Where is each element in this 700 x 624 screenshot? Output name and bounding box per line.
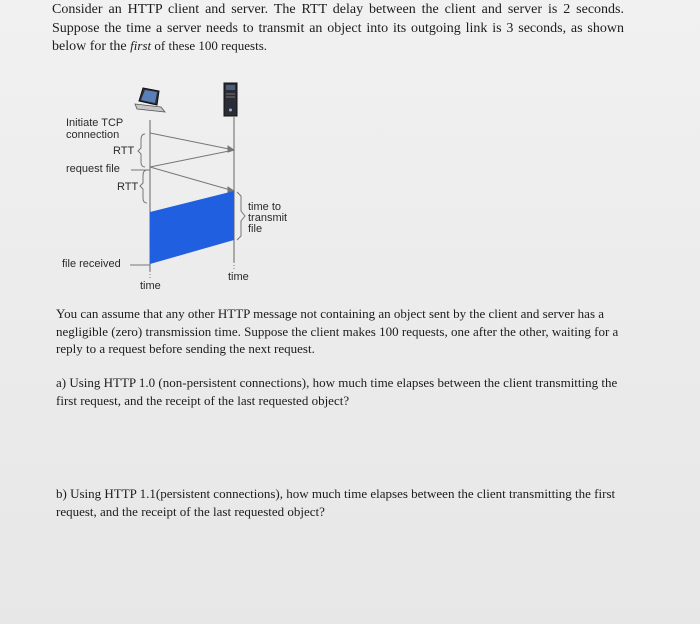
server-tower-icon [224,83,237,116]
request-file-label: request file [66,163,120,175]
tcp-handshake-arrows [150,133,234,193]
rtt-label-1: RTT [113,145,135,157]
connection-label: connection [66,129,120,141]
server-time-label: time [228,271,249,283]
rtt-brace-2 [140,170,147,203]
intro-end: of these 100 requests. [151,38,268,53]
intro-text: Consider an HTTP client and server. The RTT delay between the client and server is 2 seconds. Suppose the time a server needs to transmit an object into its outgoing link is 3 seconds, as shown below for the [52,2,624,54]
intro-emphasis: first [130,38,152,53]
time-to-label: time to [248,201,282,213]
transmit-label: transmit [248,212,288,224]
rtt-brace-1 [138,134,145,167]
assumption-paragraph: You can assume that any other HTTP message not containing an object sent by the client and server has a negligible (zero) transmission time. Suppose the client makes 100 requests, one after the other, waiting for a reply to a request before sending the next request. [56,306,619,356]
question-b: b) Using HTTP 1.1(persistent connections), how much time elapses between the client transmitting the first request, and the receipt of the last requested object? [56,486,616,519]
laptop-icon [135,88,165,112]
file-received-label: file received [62,258,121,270]
initiate-tcp-label: Initiate TCP [66,117,124,129]
transmit-brace [237,192,245,240]
question-a: a) Using HTTP 1.0 (non-persistent connections), how much time elapses between the client transmitting the first request, and the receipt of the last requested object? [56,375,618,408]
client-time-label: time [140,280,161,292]
file-label: file [248,223,263,235]
rtt-label-2: RTT [117,181,139,193]
file-transmission-block [150,191,234,264]
